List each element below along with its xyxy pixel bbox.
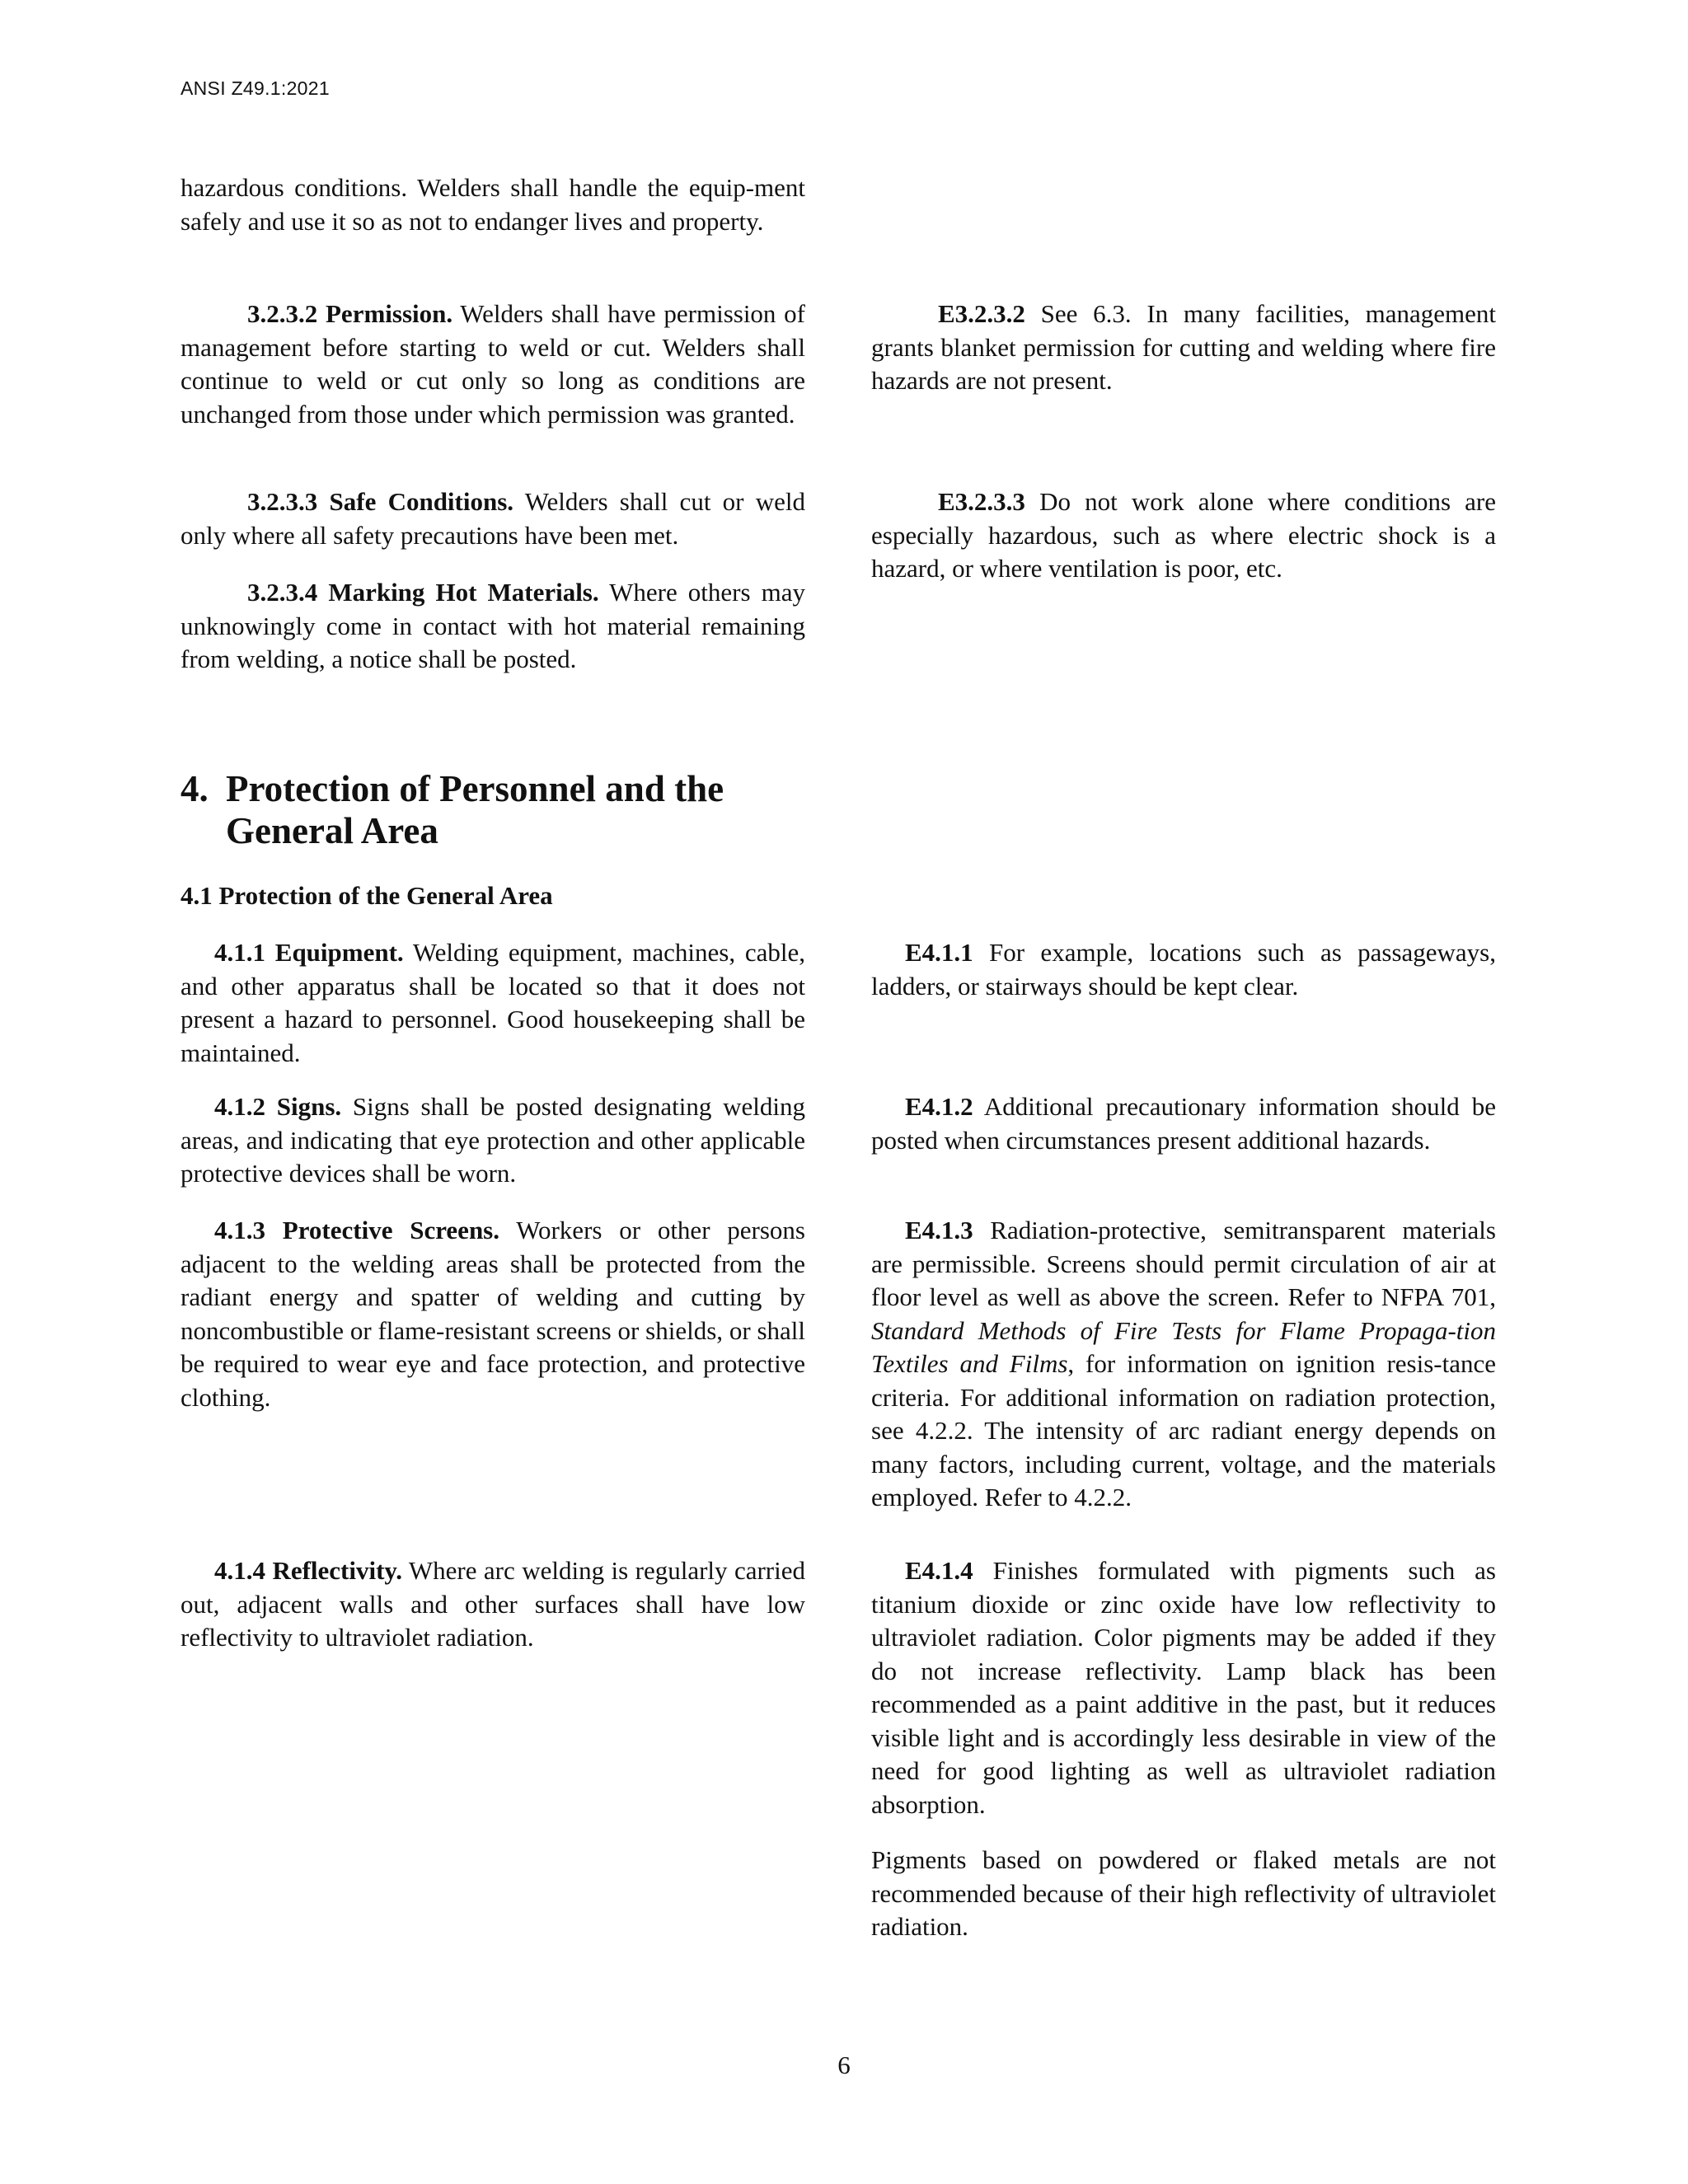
standard-title-reference: Standard Methods of Fire Tests for Flame Propaga-tion Textiles and Films [871, 1315, 1496, 1378]
section-body: Welders shall have permission of management before starting to weld or cut. Welders shall continue to weld or cut only so long as conditions are unchanged from those under which permission was granted. [181, 299, 805, 429]
section-4-1-4 [181, 1554, 805, 1655]
chapter-number: 4. [181, 768, 209, 809]
note-e3-2-3-2 [871, 298, 1496, 398]
chapter-title-line-2: General Area [226, 810, 438, 851]
note-number: E3.2.3.2 [938, 299, 1025, 328]
chapter-title-line-1: Protection of Personnel and the [226, 768, 724, 809]
chapter-heading [181, 768, 724, 852]
section-title: Equipment. [274, 938, 404, 967]
section-number: 4.1.3 [214, 1216, 265, 1244]
note-e3-2-3-3 [871, 485, 1496, 586]
note-body: Do not work alone where conditions are especially hazardous, such as where electric shock is a hazard, or where ventilation is poor, etc. [871, 487, 1496, 583]
note-number: E4.1.2 [905, 1092, 973, 1121]
note-body: Radiation-protective, semitransparent materials are permissible. Screens should permit circulation of air at floor level as well as above the screen. Refer to NFPA 701, [871, 1216, 1496, 1311]
section-number: 4.1.2 [214, 1092, 265, 1121]
section-4-1-1 [181, 936, 805, 1070]
note-e4-1-4 [871, 1554, 1496, 1821]
section-number: 4.1.1 [214, 938, 265, 967]
section-title: Reflectivity. [272, 1556, 402, 1585]
section-body: Workers or other persons adjacent to the welding areas shall be protected from the radiant energy and spatter of welding and cutting by noncombustible or flame-resistant screens or shields, or shall be required to wear eye and face protection, and protective clothing. [181, 1216, 805, 1412]
note-number: E4.1.3 [905, 1216, 973, 1244]
section-body: Where arc welding is regularly carried out, adjacent walls and other surfaces shall have low reflectivity to ultraviolet radiation. [181, 1556, 806, 1652]
section-title: Signs. [276, 1092, 342, 1121]
note-e4-1-2 [871, 1090, 1496, 1157]
section-body: Welding equipment, machines, cable, and other apparatus shall be located so that it does not present a hazard to personnel. Good housekeeping shall be maintained. [181, 938, 805, 1067]
section-4-1-2 [181, 1090, 805, 1191]
section-4-1-3 [181, 1214, 805, 1414]
note-e4-1-1 [871, 936, 1496, 1003]
section-3-2-3-4 [181, 576, 805, 677]
section-body: Where others may unknowingly come in contact with hot material remaining from welding, a notice shall be posted. [181, 578, 805, 673]
note-body: See 6.3. In many facilities, management grants blanket permission for cutting and welding where fire hazards are not present. [871, 299, 1496, 395]
note-number: E4.1.1 [905, 938, 973, 967]
section-3-2-3-2 [181, 298, 805, 431]
note-body: Additional precautionary information should be posted when circumstances present additional hazards. [871, 1092, 1496, 1155]
section-number: 3.2.3.4 [247, 578, 318, 607]
section-title: Marking Hot Materials. [328, 578, 599, 607]
section-body: Signs shall be posted designating welding areas, and indicating that eye protection and other applicable protective devices shall be worn. [181, 1092, 805, 1188]
section-title: Safe Conditions. [329, 487, 514, 516]
section-3-2-3-3 [181, 485, 805, 552]
paragraph-continued: hazardous conditions. Welders shall handle the equip-ment safely and use it so as not to endanger lives and property. [181, 173, 805, 236]
section-title: Permission. [326, 299, 453, 328]
section-number: 3.2.3.2 [247, 299, 318, 328]
section-number: 4.1.4 [214, 1556, 265, 1585]
section-number: 3.2.3.3 [247, 487, 318, 516]
note-e4-1-3 [871, 1214, 1496, 1515]
note-body-continued: , for information on ignition resis-tance criteria. For additional information on radiation protection, see 4.2.2. The intensity of arc radiant energy depends on many factors, including current, voltage, and the materials employed. Refer to 4.2.2. [871, 1349, 1496, 1511]
note-number: E4.1.4 [905, 1556, 973, 1585]
note-number: E3.2.3.3 [938, 487, 1025, 516]
note-body: Finishes formulated with pigments such as titanium dioxide or zinc oxide have low reflectivity to ultraviolet radiation. Color pigments may be added if they do not increase reflectivity. Lamp black has been recommended as a paint additive in the past, but it reduces visible light and is accordingly less desirable in view of the need for good lighting as well as ultraviolet radiation absorption. [871, 1556, 1496, 1819]
section-title: Protective Screens. [282, 1216, 499, 1244]
note-e4-1-4-paragraph-2: Pigments based on powdered or flaked metals are not recommended because of their high reflectivity of ultraviolet radiation. [871, 1845, 1496, 1941]
document-id-header: ANSI Z49.1:2021 [181, 77, 330, 99]
section-heading-4-1: 4.1 Protection of the General Area [181, 881, 553, 910]
section-body: Welders shall cut or weld only where all safety precautions have been met. [181, 487, 806, 550]
note-body: For example, locations such as passageways, ladders, or stairways should be kept clear. [871, 938, 1496, 1001]
page-number: 6 [837, 2050, 851, 2079]
